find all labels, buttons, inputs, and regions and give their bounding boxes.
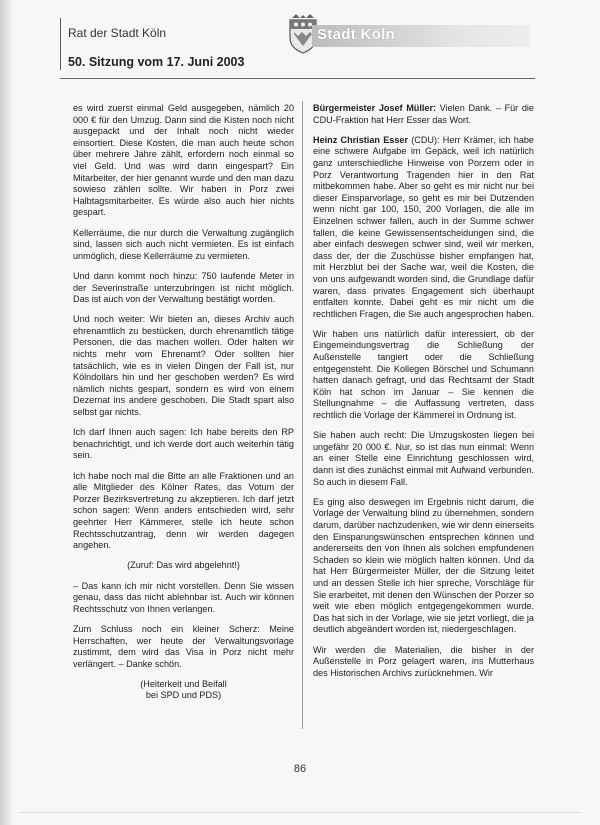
paragraph: Und dann kommt noch hinzu: 750 laufende Meter in der Severinstraße unterzubringen ist nicht möglich. Das ist auch von der Verwaltung bestätigt worden. — [73, 270, 294, 305]
applause-note — [73, 679, 294, 702]
speaker-name: Heinz Christian Esser — [313, 134, 408, 145]
speech-paragraph — [313, 135, 534, 321]
page-number: 86 — [293, 763, 307, 775]
scan-edge-shadow — [0, 0, 14, 825]
paragraph: Sie haben auch recht: Die Umzugskosten liegen bei ungefähr 20 000 €. Nur, so ist das nun einmal: Wenn an einer Stelle eine Einrichtung geschlossen wird, dann ist dies zunächst einmal mit Aufwand verbunden. So auch in diesem Fall. — [313, 430, 534, 487]
speech-paragraph — [313, 103, 534, 126]
right-column — [313, 103, 534, 688]
applause-line: (Heiterkeit und Beifall — [140, 678, 227, 689]
applause-line: bei SPD und PDS) — [145, 690, 222, 701]
paragraph: Und noch weiter: Wir bieten an, dieses Archiv auch ehrenamtlich zu bestücken, durch ehrenamtlich tätige Personen, die das machen wollen. Oder halten wir nichts mehr vom Ehrenamt? Oder sollten hier tatsächlich, wie es in vielen Dingen der Fall ist, nur Kölndollars hin und her geschoben werden? Es wird nämlich nichts gespart, sondern es wird von einem Dezernat ins andere geschoben. Die Stadt spart also selbst gar nichts. — [73, 314, 294, 418]
paragraph: Wir werden die Materialien, die bisher in der Außenstelle in Porz gelagert waren, ins Mutterhaus des Historischen Archivs zurücknehmen. Wir — [313, 644, 534, 678]
header-horizontal-rule — [60, 78, 535, 79]
speech-text: (CDU): Herr Krämer, ich habe eine schwere Aufgabe im Gepäck, weil ich natürlich ganz unterschiedliche Hinweise von Porzern oder in Porz Verantwortung Tragenden hier in den Rat mitbekommen habe. Aber so geht es mir nicht nur bei dieser Einsparvorlage, so geht es mir bei Dutzenden wenn nicht gar 100, 150, 200 Vorlagen, die alle im Einzelnen schwer fallen, auch in der Summe schwer fallen, die keine Gewissensentscheidungen sind, die aber einfach deswegen schwer sind, weil wir merken, dass der, der die Zuschüsse bisher empfangen hat, mit Herzblut bei der Sache war, weil die Kosten, die von uns aufgewandt worden sind, die Grundlage dafür waren, dass privates Engagement sich überhaupt entfalten konnte. Dabei geht es mir nicht um die rechtlichen Fragen, die Sie auch angesprochen haben. — [313, 134, 534, 319]
header-session-title: 50. Sitzung vom 17. Juni 2003 — [68, 55, 245, 69]
paragraph: Ich habe noch mal die Bitte an alle Fraktionen und an alle Mitglieder des Kölner Rates, das Votum der Porzer Bezirksvertretung zu akzeptieren. Ich darf jetzt schon sagen: Wenn anders entschieden wird, sehr geehrter Herr Kämmerer, stelle ich heute schon Rechtsschutzantrag, denn wir werden dagegen angehen. — [73, 470, 294, 551]
header-vertical-rule — [60, 18, 61, 70]
left-column — [73, 103, 294, 711]
header-organization: Rat der Stadt Köln — [68, 26, 167, 40]
paragraph: Kellerräume, die nur durch die Verwaltung zugänglich sind, lassen sich auch nicht vermieten. Es ist einfach unmöglich, diese Kellerräume zu vermieten. — [73, 227, 294, 261]
speech-text: Vielen Dank. – Für die CDU-Fraktion hat Herr Esser das Wort. — [313, 103, 534, 125]
interjection: (Zuruf: Das wird abgelehnt!) — [127, 560, 240, 571]
scan-artifact — [20, 812, 580, 813]
speaker-name: Bürgermeister Josef Müller: — [313, 103, 437, 113]
paragraph: – Das kann ich mir nicht vorstellen. Denn Sie wissen genau, dass das nicht ablehnbar ist. Auch wir können Rechtsschutz von Ihnen verlangen. — [73, 580, 294, 614]
paragraph: es wird zuerst einmal Geld ausgegeben, nämlich 20 000 € für den Umzug. Dann sind die Kisten noch nicht ausgepackt und der Inhalt noch nicht wieder einsortiert. Diese Kosten, die man auch heute schon über mehrere Jahre zählt, erfordern noch einmal so viel Geld. Und was wird dann eingespart? Ein Mitarbeiter, der hier genannt wurde und den man dazu sowieso zählen sollte. Wir haben in Porz zwei Halbtagsmitarbeiter. Es würde also auch hier nichts gespart. — [73, 103, 294, 218]
paragraph: Wir haben uns natürlich dafür interessiert, ob der Eingemeindungsvertrag die Schließung der Außenstelle tangiert oder die Schließung entgegensteht. Die Kollegen Börschel und Schumann hatten danach gefragt, und das Rechtsamt der Stadt Köln hat schon im Januar – Sie kennen die Stellungnahme – die Auffassung vertreten, dass rechtlich die Vorlage der Kämmerei in Ordnung ist. — [313, 328, 534, 421]
stadt-koeln-logo — [286, 14, 534, 54]
paragraph: Es ging also deswegen im Ergebnis nicht darum, die Vorlage der Verwaltung blind zu übernehmen, sondern darum, darüber nachzudenken, wie wir denn einerseits den Einsparungswünschen entsprechen können und andererseits den von Ihnen als solchen empfundenen Schaden so klein wie möglich halten können. Und da hat Herr Bürgermeister Müller, der die Sitzung leitet und an dessen Stelle ich hier spreche, Vorschläge für Sie erarbeitet, mit denen den Wünschen der Porzer so weit wie eben möglich entgegengekommen wurde. Das hat sich in der Vorlage, wie sie jetzt vorliegt, die ja deutlich abgeändert worden ist, niedergeschlagen. — [313, 496, 534, 635]
column-divider — [302, 101, 303, 729]
logo-text: Stadt Köln — [317, 26, 395, 43]
paragraph: Zum Schluss noch ein kleiner Scherz: Meine Herrschaften, wer heute der Verwaltungsvorlage zustimmt, dem wird das Visa in Porz nicht mehr verlängert. – Danke schön. — [73, 623, 294, 669]
paragraph: Ich darf Ihnen auch sagen: Ich habe bereits den RP benachrichtigt, und ich werde dort auch weiterhin tätig sein. — [73, 427, 294, 461]
